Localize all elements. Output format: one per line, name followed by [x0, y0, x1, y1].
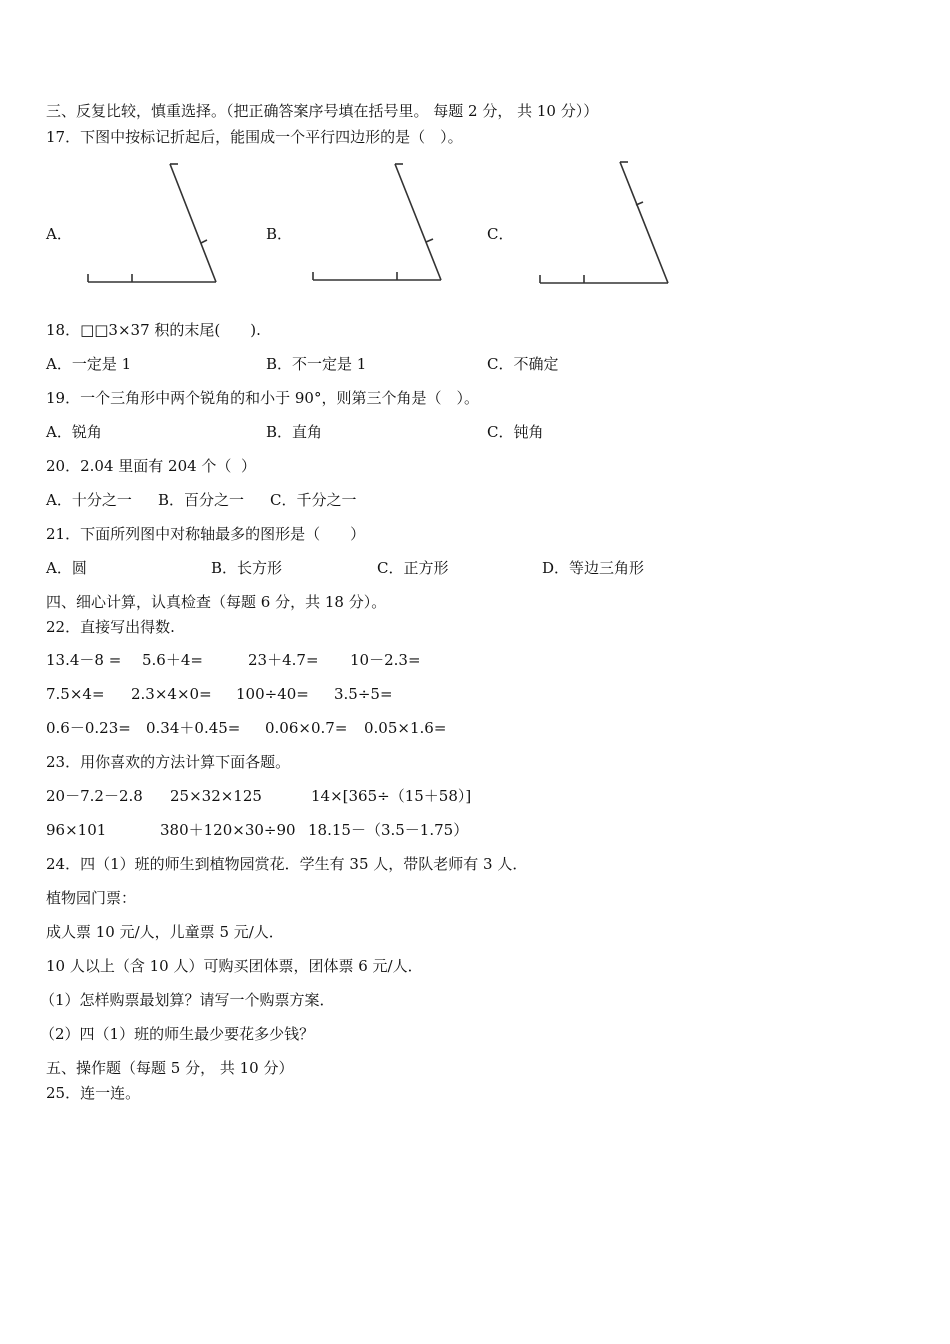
q19-option-b: B．直角	[266, 423, 323, 441]
q18-option-c: C．不确定	[487, 355, 559, 373]
figure-a-side-mark	[201, 240, 207, 243]
q20-option-c: C．千分之一	[270, 491, 357, 509]
q19-option-c: C．钝角	[487, 423, 544, 441]
q21-option-d: D．等边三角形	[542, 559, 645, 577]
q22-item: 7.5×4=	[46, 685, 105, 703]
question-24-stem: 24．四（1）班的师生到植物园赏花．学生有 35 人，带队老师有 3 人．	[46, 855, 528, 873]
question-21-stem: 21．下面所列图中对称轴最多的图形是（ ）	[46, 525, 366, 543]
q22-item: 3.5÷5=	[334, 685, 393, 703]
figure-b	[305, 158, 450, 290]
q18-option-b: B．不一定是 1	[266, 355, 367, 373]
q24-line: 10 人以上（含 10 人）可购买团体票，团体票 6 元/人．	[46, 957, 423, 975]
section-5-heading: 五、操作题（每题 5 分， 共 10 分）	[46, 1059, 294, 1077]
q22-item: 10－2.3=	[350, 651, 421, 669]
q23-item: 380＋120×30÷90	[160, 821, 296, 839]
q22-item: 13.4－8 =	[46, 651, 122, 669]
figure-b-side-mark	[426, 239, 433, 242]
q22-item: 5.6＋4=	[142, 651, 203, 669]
q23-item: 18.15－（3.5－1.75）	[308, 821, 469, 839]
question-19-stem: 19．一个三角形中两个锐角的和小于 90°，则第三个角是（ ）。	[46, 389, 479, 407]
q22-item: 100÷40=	[236, 685, 309, 703]
q17-option-b: B．	[266, 225, 293, 243]
q19-option-a: A．锐角	[46, 423, 102, 441]
q24-line: 植物园门票：	[46, 889, 137, 907]
q21-option-c: C．正方形	[377, 559, 449, 577]
q21-option-b: B．长方形	[211, 559, 283, 577]
figure-c-side	[620, 162, 668, 283]
q24-subquestion-2: （2）四（1）班的师生最少要花多少钱？	[40, 1025, 315, 1043]
q22-item: 0.05×1.6=	[364, 719, 447, 737]
q23-item: 25×32×125	[170, 787, 262, 805]
q23-item: 14×[365÷（15＋58）]	[311, 787, 472, 805]
question-18-stem: 18．□□3×37 积的末尾( ).	[46, 321, 261, 339]
q24-subquestion-1: （1）怎样购票最划算？请写一个购票方案．	[40, 991, 335, 1009]
q22-item: 0.6－0.23=	[46, 719, 131, 737]
q20-option-a: A．十分之一	[46, 491, 132, 509]
q17-option-a: A．	[46, 225, 72, 243]
section-3-heading: 三、反复比较，慎重选择。（把正确答案序号填在括号里。 每题 2 分， 共 10 分））	[46, 102, 599, 120]
question-17-stem: 17．下图中按标记折起后，能围成一个平行四边形的是（ ）。	[46, 128, 463, 146]
figure-b-side	[395, 164, 441, 280]
q23-item: 96×101	[46, 821, 107, 839]
q22-item: 0.34＋0.45=	[146, 719, 241, 737]
section-4-heading: 四、细心计算，认真检查（每题 6 分，共 18 分）。	[46, 593, 387, 611]
q22-item: 0.06×0.7=	[265, 719, 348, 737]
q24-line: 成人票 10 元/人，儿童票 5 元/人．	[46, 923, 284, 941]
figure-a-side	[170, 164, 216, 282]
q23-item: 20－7.2－2.8	[46, 787, 143, 805]
figure-a	[80, 158, 225, 290]
q22-item: 23＋4.7=	[248, 651, 319, 669]
q21-option-a: A．圆	[46, 559, 87, 577]
q20-option-b: B．百分之一	[158, 491, 245, 509]
q22-item: 2.3×4×0=	[131, 685, 212, 703]
question-22-stem: 22．直接写出得数.	[46, 618, 175, 636]
question-20-stem: 20．2.04 里面有 204 个（ ）	[46, 457, 256, 475]
q18-option-a: A．一定是 1	[46, 355, 132, 373]
question-23-stem: 23．用你喜欢的方法计算下面各题。	[46, 753, 291, 771]
figure-c	[532, 156, 677, 290]
question-25-stem: 25．连一连。	[46, 1084, 141, 1102]
q17-option-c: C．	[487, 225, 514, 243]
